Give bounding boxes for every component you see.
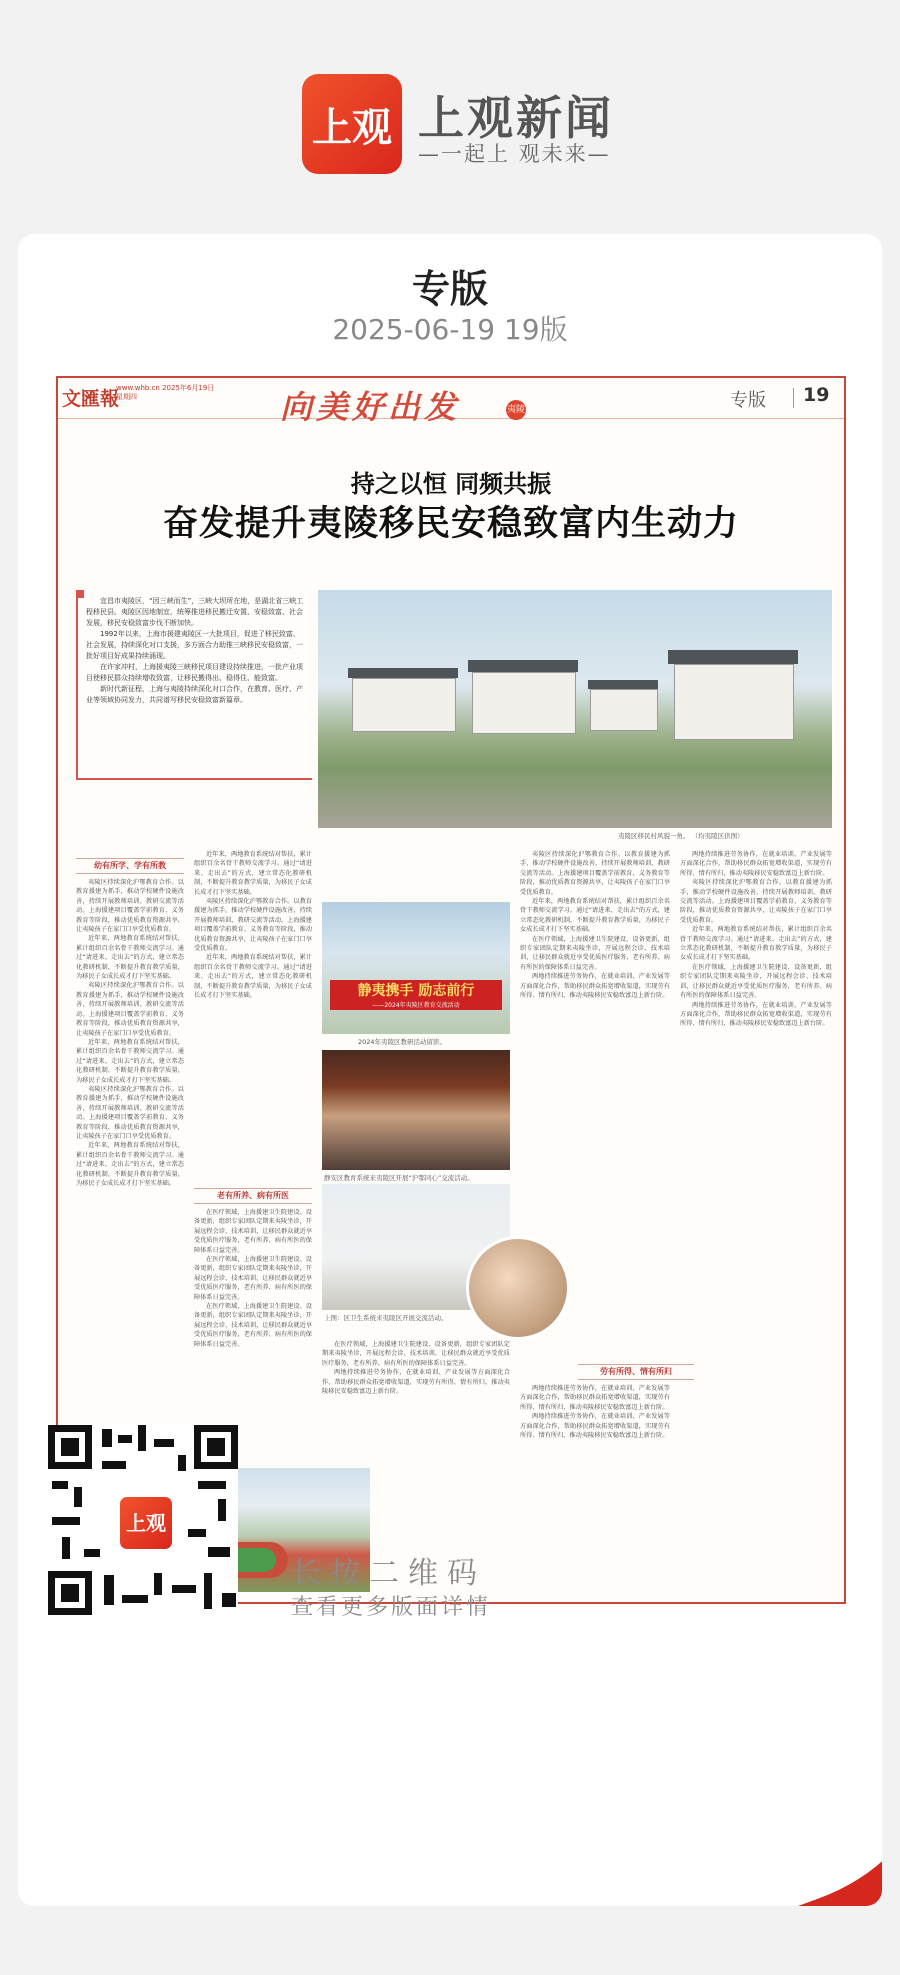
body-column-4 bbox=[322, 1340, 510, 1460]
paper-meta: www.whb.cn 2025年6月19日 星期四 bbox=[116, 384, 215, 401]
body-paragraph: 两地持续推进劳务协作，在就业培训、产业发展等方面深化合作，帮助移民群众拓宽增收渠道，实现劳有所得、情有所归，推动夷陵移民安稳致富迈上新台阶。 bbox=[680, 1001, 832, 1028]
lead-box bbox=[76, 590, 312, 780]
body-paragraph: 近年来，两地教育系统结对帮扶，累计组织百余名骨干教师交流学习。通过“请进来、走出去”的方式，建立常态化教研机制，不断提升教育教学质量，为移民子女成长成才打下坚实基础。 bbox=[194, 851, 312, 896]
hall-photo-caption: 静安区教育系统来夷陵区开展“沪鄂同心”交流活动。 bbox=[324, 1174, 474, 1182]
body-paragraph: 夷陵区持续深化沪鄂教育合作。以教育援建为抓手，推动学校硬件设施改善，持续开展教师培训、教研交流等活动。上海援建项目覆盖学前教育、义务教育等阶段，推动优质教育资源共享，让夷陵孩子在家门口享受优质教育。 bbox=[194, 898, 312, 953]
edition-date: 2025-06-19 19版 bbox=[332, 313, 568, 346]
edition-title: 专版 bbox=[411, 267, 488, 311]
body-paragraph: 在医疗领域，上海援建卫生院建设、设备更新，组织专家团队定期来夷陵坐诊，开展远程会诊、技术培训，让移民群众就近享受优质医疗服务，老有所养、病有所医的保障体系日益完善。 bbox=[194, 1209, 312, 1254]
teachers-photo bbox=[322, 902, 510, 1034]
body-paragraph: 在医疗领域，上海援建卫生院建设、设备更新，组织专家团队定期来夷陵坐诊，开展远程会诊、技术培训，让移民群众就近享受优质医疗服务，老有所养、病有所医的保障体系日益完善。 bbox=[520, 935, 670, 971]
body-paragraph: 夷陵区持续深化沪鄂教育合作。以教育援建为抓手，推动学校硬件设施改善，持续开展教师培训、教研交流等活动。上海援建项目覆盖学前教育、义务教育等阶段，推动优质教育资源共享，让夷陵孩子在家门口享受优质教育。 bbox=[76, 1085, 184, 1140]
headline-main: 奋发提升夷陵移民安稳致富内生动力 bbox=[162, 503, 739, 544]
lead-paragraph: 新时代新征程，上海与夷陵持续深化对口合作，在教育、医疗、产业等领域协同发力，共同谱写移民安稳致富新篇章。 bbox=[86, 685, 303, 704]
app-header bbox=[0, 0, 900, 232]
lead-paragraph: 在许家冲村，上海援夷陵三峡移民项目建设持续推进，一批产业项目使移民群众持续增收致富，让移民搬得出、稳得住、能致富。 bbox=[86, 663, 303, 682]
activity-banner bbox=[330, 980, 502, 1010]
paper-name: 文匯報 bbox=[62, 388, 120, 410]
body-column-2 bbox=[194, 850, 312, 1180]
app-slogan: —一起上 观未来— bbox=[418, 142, 611, 166]
banner-subtitle: ——2024年夷陵区教育交流活动 bbox=[372, 1002, 460, 1009]
page-number: 19 bbox=[803, 384, 830, 406]
app-logo-text: 上观 bbox=[312, 103, 392, 151]
section-slogan: 向美好出发 bbox=[280, 388, 461, 426]
district-badge: 夷陵 bbox=[506, 400, 526, 420]
newspaper-page[interactable] bbox=[56, 376, 846, 1604]
app-name: 上观新闻 bbox=[418, 91, 614, 145]
body-column-5 bbox=[520, 850, 670, 1350]
body-paragraph: 夷陵区持续深化沪鄂教育合作。以教育援建为抓手，推动学校硬件设施改善，持续开展教师培训、教研交流等活动。上海援建项目覆盖学前教育、义务教育等阶段，推动优质教育资源共享，让夷陵孩子在家门口享受优质教育。 bbox=[76, 982, 184, 1037]
body-paragraph: 夷陵区持续深化沪鄂教育合作。以教育援建为抓手，推动学校硬件设施改善，持续开展教师培训、教研交流等活动。上海援建项目覆盖学前教育、义务教育等阶段，推动优质教育资源共享，让夷陵孩子在家门口享受优质教育。 bbox=[520, 851, 670, 896]
village-photo-caption: 夷陵区移民村风貌一角。 （均夷陵区供图） bbox=[618, 832, 744, 840]
body-paragraph: 在医疗领域，上海援建卫生院建设、设备更新，组织专家团队定期来夷陵坐诊，开展远程会诊、技术培训，让移民群众就近享受优质医疗服务，老有所养、病有所医的保障体系日益完善。 bbox=[680, 963, 832, 1000]
body-column-6 bbox=[520, 1384, 670, 1584]
teachers-photo-caption: 2024年夷陵区教研活动留影。 bbox=[358, 1038, 447, 1046]
lead-paragraph: 宜昌市夷陵区，“因三峡而生”，三峡大坝所在地，是湖北省三峡工程移民县。夷陵区因地制宜，统筹推进移民搬迁安置、安稳致富、社会发展，移民安稳致富步伐不断加快。 bbox=[86, 597, 304, 627]
subhead-medical: 老有所养、病有所医 bbox=[194, 1188, 312, 1204]
body-paragraph: 近年来，两地教育系统结对帮扶，累计组织百余名骨干教师交流学习。通过“请进来、走出去”的方式，建立常态化教研机制，不断提升教育教学质量，为移民子女成长成才打下坚实基础。 bbox=[680, 926, 832, 962]
subhead-education: 幼有所学、学有所教 bbox=[76, 858, 184, 874]
footer-decoration-mask bbox=[594, 1708, 882, 1906]
page-label: 专版 bbox=[730, 390, 766, 411]
body-paragraph: 近年来，两地教育系统结对帮扶，累计组织百余名骨干教师交流学习。通过“请进来、走出去”的方式，建立常态化教研机制，不断提升教育教学质量，为移民子女成长成才打下坚实基础。 bbox=[194, 954, 312, 1000]
body-paragraph: 夷陵区持续深化沪鄂教育合作。以教育援建为抓手，推动学校硬件设施改善，持续开展教师培训、教研交流等活动。上海援建项目覆盖学前教育、义务教育等阶段，推动优质教育资源共享，让夷陵孩子在家门口享受优质教育。 bbox=[680, 879, 832, 924]
body-column-7 bbox=[680, 850, 832, 1470]
body-paragraph: 在医疗领域，上海援建卫生院建设、设备更新，组织专家团队定期来夷陵坐诊，开展远程会诊、技术培训，让移民群众就近享受优质医疗服务，老有所养、病有所医的保障体系日益完善。 bbox=[322, 1341, 510, 1367]
group-photo-caption: 上图：区卫生系统来夷陵区开展交流活动。 bbox=[324, 1314, 448, 1322]
qr-code[interactable] bbox=[48, 1425, 238, 1615]
body-paragraph: 近年来，两地教育系统结对帮扶，累计组织百余名骨干教师交流学习。通过“请进来、走出去”的方式，建立常态化教研机制，不断提升教育教学质量，为移民子女成长成才打下坚实基础。 bbox=[76, 935, 184, 981]
body-paragraph: 两地持续推进劳务协作，在就业培训、产业发展等方面深化合作，帮助移民群众拓宽增收渠道，实现劳有所得、情有所归，推动夷陵移民安稳致富迈上新台阶。 bbox=[322, 1369, 510, 1396]
body-paragraph: 两地持续推进劳务协作，在就业培训、产业发展等方面深化合作，帮助移民群众拓宽增收渠道，实现劳有所得、情有所归，推动夷陵移民安稳致富迈上新台阶。 bbox=[680, 851, 832, 877]
body-paragraph: 在医疗领域，上海援建卫生院建设、设备更新，组织专家团队定期来夷陵坐诊，开展远程会诊、技术培训，让移民群众就近享受优质医疗服务，老有所养、病有所医的保障体系日益完善。 bbox=[194, 1303, 312, 1348]
qr-logo: 上观 bbox=[117, 1494, 175, 1552]
subhead-labor: 劳有所得、情有所归 bbox=[578, 1364, 694, 1380]
lead-corner-mark bbox=[76, 590, 84, 598]
edition-card bbox=[18, 234, 882, 1906]
headline-kicker: 持之以恒 同频共振 bbox=[350, 469, 552, 498]
page-divider bbox=[793, 388, 794, 408]
lead-paragraph: 1992年以来，上海市援建夷陵区一大批项目，促进了移民致富、社会发展，持续深化对口支援，多方面合力助推三峡移民安稳致富，一批好项目好成果持续涌现。 bbox=[86, 630, 303, 660]
body-column-3 bbox=[194, 1208, 312, 1458]
qr-tip-sub: 查看更多版面详情 bbox=[291, 1595, 492, 1620]
body-paragraph: 夷陵区持续深化沪鄂教育合作。以教育援建为抓手，推动学校硬件设施改善，持续开展教师培训、教研交流等活动。上海援建项目覆盖学前教育、义务教育等阶段，推动优质教育资源共享，让夷陵孩子在家门口享受优质教育。 bbox=[76, 879, 184, 934]
hall-photo bbox=[322, 1050, 510, 1170]
village-photo bbox=[318, 590, 832, 828]
body-paragraph: 在医疗领域，上海援建卫生院建设、设备更新，组织专家团队定期来夷陵坐诊，开展远程会诊、技术培训，让移民群众就近享受优质医疗服务，老有所养、病有所医的保障体系日益完善。 bbox=[194, 1256, 312, 1301]
body-paragraph: 近年来，两地教育系统结对帮扶，累计组织百余名骨干教师交流学习。通过“请进来、走出去”的方式，建立常态化教研机制，不断提升教育教学质量，为移民子女成长成才打下坚实基础。 bbox=[76, 1038, 184, 1084]
body-paragraph: 两地持续推进劳务协作，在就业培训、产业发展等方面深化合作，帮助移民群众拓宽增收渠道，实现劳有所得、情有所归，推动夷陵移民安稳致富迈上新台阶。 bbox=[520, 973, 670, 1000]
qr-tip-main: 长按二维码 bbox=[291, 1556, 486, 1591]
masthead bbox=[58, 378, 844, 426]
banner-title: 静夷携手 励志前行 bbox=[357, 983, 475, 999]
body-paragraph: 近年来，两地教育系统结对帮扶，累计组织百余名骨干教师交流学习。通过“请进来、走出去”的方式，建立常态化教研机制，不断提升教育教学质量，为移民子女成长成才打下坚实基础。 bbox=[520, 898, 670, 934]
body-paragraph: 两地持续推进劳务协作，在就业培训、产业发展等方面深化合作，帮助移民群众拓宽增收渠道，实现劳有所得、情有所归，推动夷陵移民安稳致富迈上新台阶。 bbox=[520, 1413, 670, 1440]
app-logo bbox=[302, 74, 402, 174]
body-paragraph: 近年来，两地教育系统结对帮扶，累计组织百余名骨干教师交流学习。通过“请进来、走出去”的方式，建立常态化教研机制，不断提升教育教学质量，为移民子女成长成才打下坚实基础。 bbox=[76, 1142, 184, 1187]
body-paragraph: 两地持续推进劳务协作，在就业培训、产业发展等方面深化合作，帮助移民群众拓宽增收渠道，实现劳有所得、情有所归，推动夷陵移民安稳致富迈上新台阶。 bbox=[520, 1385, 670, 1411]
